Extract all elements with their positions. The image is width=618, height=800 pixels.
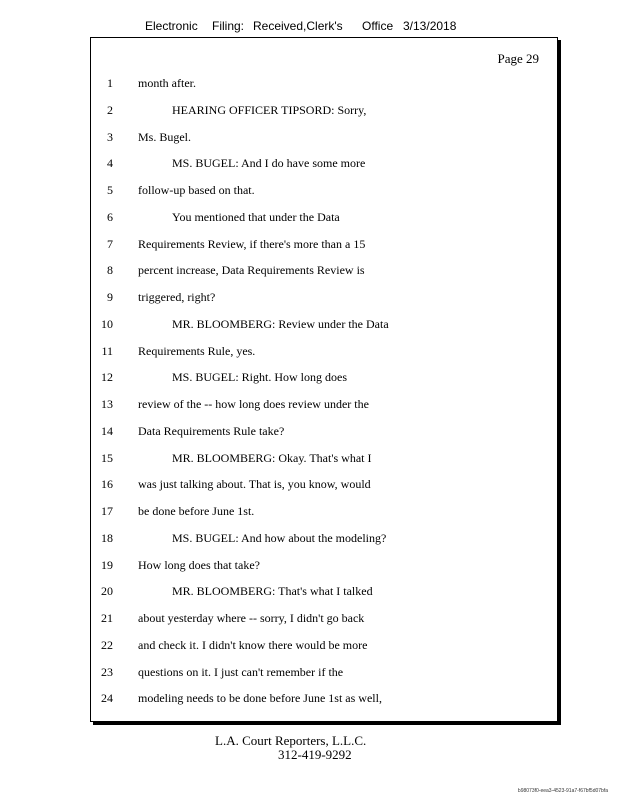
line-text: and check it. I didn't know there would be more [138, 637, 368, 652]
transcript-line [91, 103, 557, 123]
line-number: 3 [107, 129, 113, 144]
transcript-line [91, 504, 557, 524]
line-number: 6 [107, 209, 113, 224]
line-text: Requirements Review, if there's more than a 15 [138, 236, 366, 251]
transcript-line [91, 263, 557, 283]
line-number: 4 [107, 156, 113, 171]
line-text: was just talking about. That is, you know, would [138, 477, 371, 492]
line-number: 1 [107, 76, 113, 90]
document-id: b98073f0-eea3-4523-91a7-f67bf5d07bfa [517, 788, 608, 794]
transcript-page [90, 37, 558, 722]
line-text: MS. BUGEL: Right. How long does [172, 370, 348, 385]
line-number: 11 [101, 343, 113, 358]
line-text: about yesterday where -- sorry, I didn't go back [138, 611, 365, 625]
line-text: MS. BUGEL: And how about the modeling? [172, 530, 387, 545]
transcript-line [91, 76, 557, 96]
line-number: 17 [101, 504, 113, 518]
line-number: 5 [107, 183, 113, 197]
transcript-line [91, 344, 557, 364]
transcript-line [91, 397, 557, 417]
line-text: be done before June 1st. [138, 504, 255, 518]
line-number: 8 [107, 263, 113, 278]
line-text: month after. [138, 76, 196, 90]
line-text: MR. BLOOMBERG: That's what I talked [172, 584, 373, 599]
reporter-phone: 312-419-9292 [278, 747, 352, 762]
transcript-line [91, 210, 557, 230]
transcript-line [91, 237, 557, 257]
transcript-line [91, 451, 557, 471]
line-number: 19 [101, 557, 113, 572]
line-text: HEARING OFFICER TIPSORD: Sorry, [172, 102, 367, 117]
transcript-line [91, 290, 557, 310]
transcript-line [91, 531, 557, 551]
page-number: Page 29 [497, 51, 539, 66]
line-text: Requirements Rule, yes. [138, 343, 256, 358]
filing-stamp-date: 3/13/2018 [403, 19, 457, 33]
reporter-company: L.A. Court Reporters, L.L.C. [215, 733, 367, 748]
transcript-line [91, 584, 557, 604]
line-text: MR. BLOOMBERG: Okay. That's what I [172, 450, 372, 465]
line-number: 15 [101, 450, 113, 465]
line-text: Ms. Bugel. [138, 129, 192, 144]
transcript-line [91, 183, 557, 203]
line-text: modeling needs to be done before June 1st as well, [138, 691, 382, 706]
line-number: 16 [101, 477, 113, 492]
filing-stamp-word-3: Received,Clerk's [253, 19, 343, 33]
line-number: 9 [107, 290, 113, 304]
filing-stamp-word-2: Filing: [212, 19, 245, 33]
transcript-line [91, 691, 557, 711]
transcript-line [91, 558, 557, 578]
line-text: You mentioned that under the Data [172, 209, 340, 224]
line-number: 18 [101, 530, 113, 545]
line-text: MR. BLOOMBERG: Review under the Data [172, 316, 389, 331]
transcript-line [91, 156, 557, 176]
transcript-line [91, 611, 557, 631]
line-text: MS. BUGEL: And I do have some more [172, 156, 366, 171]
transcript-line [91, 665, 557, 685]
line-number: 10 [101, 316, 113, 331]
filing-stamp-word-4: Office [362, 19, 394, 33]
line-text: follow-up based on that. [138, 183, 255, 197]
line-number: 24 [101, 691, 113, 706]
line-text: review of the -- how long does review under the [138, 397, 369, 411]
transcript-line [91, 477, 557, 497]
transcript-line [91, 317, 557, 337]
line-number: 22 [101, 637, 113, 652]
line-number: 21 [101, 611, 113, 625]
transcript-line [91, 638, 557, 658]
line-text: percent increase, Data Requirements Review is [138, 263, 365, 278]
line-text: How long does that take? [138, 557, 260, 572]
transcript-line [91, 424, 557, 444]
line-number: 7 [107, 236, 113, 251]
filing-stamp-word-1: Electronic [145, 19, 198, 33]
transcript-line [91, 370, 557, 390]
line-number: 20 [101, 584, 113, 599]
line-text: Data Requirements Rule take? [138, 423, 285, 438]
line-number: 23 [101, 664, 113, 679]
line-number: 14 [101, 423, 113, 438]
line-number: 2 [107, 102, 113, 117]
filing-stamp-header [0, 19, 618, 37]
line-number: 12 [101, 370, 113, 385]
line-number: 13 [101, 397, 113, 411]
line-text: questions on it. I just can't remember if the [138, 664, 344, 679]
line-text: triggered, right? [138, 290, 216, 304]
transcript-line [91, 130, 557, 150]
